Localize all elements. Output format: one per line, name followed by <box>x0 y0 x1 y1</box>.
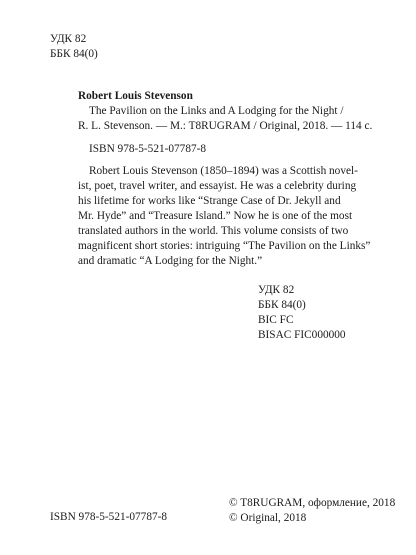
annotation-line: magnificent short stories: intriguing “The Pavilion on the Links” <box>78 240 371 252</box>
isbn-main: ISBN 978-5-521-07787-8 <box>89 143 207 155</box>
footer-copyright-publisher: © T8RUGRAM, оформление, 2018 <box>229 497 396 509</box>
annotation-line: Mr. Hyde” and “Treasure Island.” Now he is one of the most <box>78 210 353 222</box>
author-name: Robert Louis Stevenson <box>78 90 193 102</box>
classification-bisac: BISAC FIC000000 <box>258 329 346 341</box>
classification-udk: УДК 82 <box>258 284 295 296</box>
classification-bbk: ББК 84(0) <box>258 299 306 311</box>
annotation-line: translated authors in the world. This volume consists of two <box>78 225 349 237</box>
bbk-code: ББК 84(0) <box>50 48 98 60</box>
annotation-line: and dramatic “A Lodging for the Night.” <box>78 255 263 267</box>
annotation-line: Robert Louis Stevenson (1850–1894) was a Scottish novel- <box>89 165 358 177</box>
udk-code: УДК 82 <box>50 33 87 45</box>
footer-isbn: ISBN 978-5-521-07787-8 <box>50 511 168 523</box>
footer-copyright-original: © Original, 2018 <box>229 512 307 524</box>
bibliographic-line-1: The Pavilion on the Links and A Lodging for the Night / <box>89 105 344 117</box>
bibliographic-line-2: R. L. Stevenson. — M.: T8RUGRAM / Original, 2018. — 114 c. <box>78 120 373 132</box>
classification-bic: BIC FC <box>258 314 294 326</box>
annotation-line: his lifetime for works like “Strange Case of Dr. Jekyll and <box>78 195 341 207</box>
annotation-line: ist, poet, travel writer, and essayist. He was a celebrity during <box>78 180 357 192</box>
